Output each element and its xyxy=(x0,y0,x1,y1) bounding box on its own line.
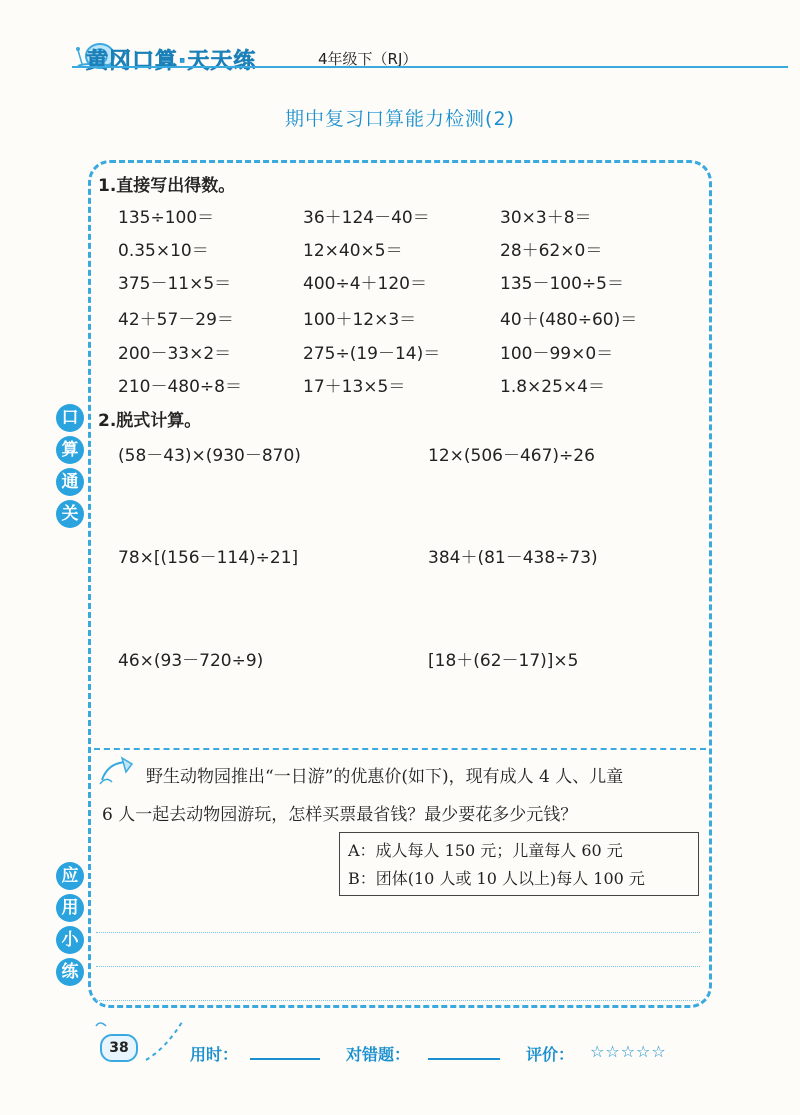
time-blank[interactable] xyxy=(250,1058,320,1060)
answer-line[interactable] xyxy=(96,966,700,967)
answer-line[interactable] xyxy=(96,1000,700,1001)
calc-item: 0.35×10＝ xyxy=(118,241,209,261)
header-divider xyxy=(72,66,788,68)
side-label-oral xyxy=(56,404,84,532)
side-char: 口 xyxy=(56,404,84,432)
side-char: 通 xyxy=(56,468,84,496)
side-char: 算 xyxy=(56,436,84,464)
section1-title: 1.直接写出得数。 xyxy=(98,176,236,196)
application-text-line2: 6 人一起去动物园游玩，怎样买票最省钱？最少要花多少元钱？ xyxy=(102,805,578,825)
calc-item: 17＋13×5＝ xyxy=(303,377,406,397)
price-option-a: A：成人每人 150 元；儿童每人 60 元 xyxy=(348,841,623,860)
step-problem: 384＋(81－438÷73) xyxy=(428,548,598,568)
side-char: 小 xyxy=(56,926,84,954)
calc-item: 210－480÷8＝ xyxy=(118,377,242,397)
answer-line[interactable] xyxy=(96,932,700,933)
page-title: 期中复习口算能力检测(2) xyxy=(285,108,515,130)
side-label-app xyxy=(56,862,84,990)
price-option-b: B：团体(10 人或 10 人以上)每人 100 元 xyxy=(348,869,645,888)
calc-item: 400÷4＋120＝ xyxy=(303,274,427,294)
calc-item: 1.8×25×4＝ xyxy=(500,377,605,397)
side-char: 用 xyxy=(56,894,84,922)
rating-stars[interactable]: ☆☆☆☆☆ xyxy=(590,1042,667,1061)
calc-item: 28＋62×0＝ xyxy=(500,241,603,261)
price-box xyxy=(339,832,699,896)
step-problem: 78×[(156－114)÷21] xyxy=(118,548,299,568)
step-problem: (58－43)×(930－870) xyxy=(118,446,301,466)
calc-item: 375－11×5＝ xyxy=(118,274,232,294)
grade-label: 4年级下（RJ） xyxy=(318,50,418,68)
step-problem: [18＋(62－17)]×5 xyxy=(428,651,579,671)
side-char: 练 xyxy=(56,958,84,986)
section-divider xyxy=(94,748,706,750)
step-problem: 12×(506－467)÷26 xyxy=(428,446,595,466)
time-label: 用时： xyxy=(190,1045,239,1064)
calc-item: 200－33×2＝ xyxy=(118,344,232,364)
calc-item: 135－100÷5＝ xyxy=(500,274,624,294)
pencil-icon xyxy=(98,756,136,786)
calc-item: 100＋12×3＝ xyxy=(303,310,417,330)
brand-title: 黄冈口算·天天练 xyxy=(86,49,257,74)
calc-item: 12×40×5＝ xyxy=(303,241,403,261)
calc-item: 100－99×0＝ xyxy=(500,344,614,364)
calc-item: 135÷100＝ xyxy=(118,208,215,228)
calc-item: 36＋124－40＝ xyxy=(303,208,430,228)
calc-item: 30×3＋8＝ xyxy=(500,208,592,228)
calc-item: 275÷(19－14)＝ xyxy=(303,344,441,364)
step-problem: 46×(93－720÷9) xyxy=(118,651,264,671)
errors-blank[interactable] xyxy=(428,1058,500,1060)
calc-item: 40＋(480÷60)＝ xyxy=(500,310,638,330)
side-char: 应 xyxy=(56,862,84,890)
page-number: 38 xyxy=(100,1034,138,1062)
rating-label: 评价： xyxy=(526,1045,575,1064)
calc-item: 42＋57－29＝ xyxy=(118,310,234,330)
side-char: 关 xyxy=(56,500,84,528)
errors-label: 对错题： xyxy=(346,1045,411,1064)
section2-title: 2.脱式计算。 xyxy=(98,411,202,431)
application-text-line1: 野生动物园推出“一日游”的优惠价(如下)，现有成人 4 人、儿童 xyxy=(146,767,624,787)
